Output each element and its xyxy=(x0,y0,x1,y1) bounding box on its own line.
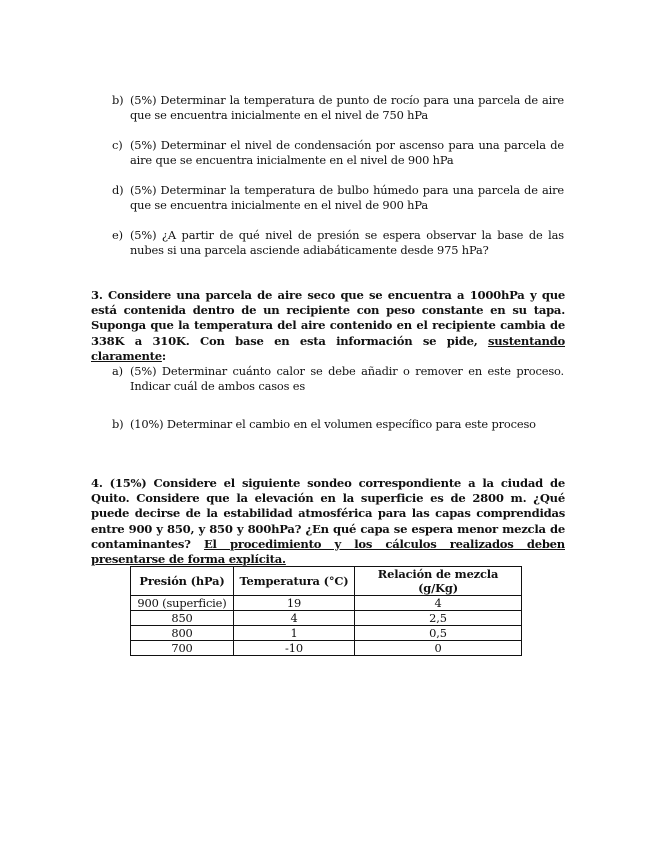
question-4-statement xyxy=(91,476,565,567)
question-4-underlined: El procedimiento y los cálculos realizados deben presentarse de forma explícita. xyxy=(91,536,565,567)
header-pressure: Presión (hPa) xyxy=(131,567,234,596)
question-3b xyxy=(112,417,564,432)
question-3a xyxy=(112,364,564,394)
table-header-row xyxy=(131,567,522,596)
question-4-text: 4. (15%) Considere el siguiente sondeo correspondiente a la ciudad de Quito. Considere que la elevación en la superficie es de 2800 m. ¿Qué puede decirse de la estabilidad atmosférica para las capas comprendidas entre 900 y 850, y 850 y 800hPa? ¿En qué capa se espera menor mezcla de contaminantes? xyxy=(91,476,565,551)
table-row xyxy=(131,611,522,626)
item-letter: d) xyxy=(112,183,124,197)
cell-mixing-ratio: 0,5 xyxy=(355,626,522,641)
header-temperature: Temperatura (°C) xyxy=(234,567,355,596)
cell-pressure: 900 (superficie) xyxy=(131,596,234,611)
item-letter: b) xyxy=(112,417,124,431)
question-3-underlined: sustentando claramente xyxy=(91,333,565,363)
question-2c xyxy=(112,138,564,168)
table-row xyxy=(131,626,522,641)
question-2d xyxy=(112,183,564,213)
item-letter: a) xyxy=(112,364,123,378)
item-text: (5%) Determinar la temperatura de punto de rocío para una parcela de aire que se encuentra inicialmente en el nivel de 750 hPa xyxy=(130,93,564,122)
question-2e xyxy=(112,228,564,258)
item-text: (5%) Determinar la temperatura de bulbo húmedo para una parcela de aire que se encuentra inicialmente en el nivel de 900 hPa xyxy=(130,183,564,212)
header-mixing-ratio: Relación de mezcla (g/Kg) xyxy=(355,567,522,596)
item-text: (10%) Determinar el cambio en el volumen específico para este proceso xyxy=(130,417,536,431)
cell-temperature: 19 xyxy=(234,596,355,611)
cell-mixing-ratio: 4 xyxy=(355,596,522,611)
cell-temperature: 4 xyxy=(234,611,355,626)
cell-temperature: -10 xyxy=(234,641,355,656)
item-letter: b) xyxy=(112,93,124,107)
question-2b xyxy=(112,93,564,123)
item-text: (5%) Determinar el nivel de condensación por ascenso para una parcela de aire que se encuentra inicialmente en el nivel de 900 hPa xyxy=(130,138,564,167)
table-row xyxy=(131,596,522,611)
sounding-table xyxy=(130,566,522,656)
item-text: (5%) Determinar cuánto calor se debe añadir o remover en este proceso. Indicar cuál de ambos casos es xyxy=(130,364,564,393)
question-3-text: 3. Considere una parcela de aire seco que se encuentra a 1000hPa y que está contenida dentro de un recipiente con peso constante en su tapa. Suponga que la temperatura del aire contenido en el recipiente cambia de 338K a 310K. Con base en esta información se pide, xyxy=(91,288,565,348)
cell-pressure: 700 xyxy=(131,641,234,656)
cell-pressure: 800 xyxy=(131,626,234,641)
cell-temperature: 1 xyxy=(234,626,355,641)
question-3-statement xyxy=(91,288,565,364)
table-row xyxy=(131,641,522,656)
cell-pressure: 850 xyxy=(131,611,234,626)
cell-mixing-ratio: 0 xyxy=(355,641,522,656)
item-letter: e) xyxy=(112,228,123,242)
item-text: (5%) ¿A partir de qué nivel de presión se espera observar la base de las nubes si una parcela asciende adiabáticamente desde 975 hPa? xyxy=(130,228,564,257)
item-letter: c) xyxy=(112,138,123,152)
question-3-end: : xyxy=(161,348,166,363)
cell-mixing-ratio: 2,5 xyxy=(355,611,522,626)
